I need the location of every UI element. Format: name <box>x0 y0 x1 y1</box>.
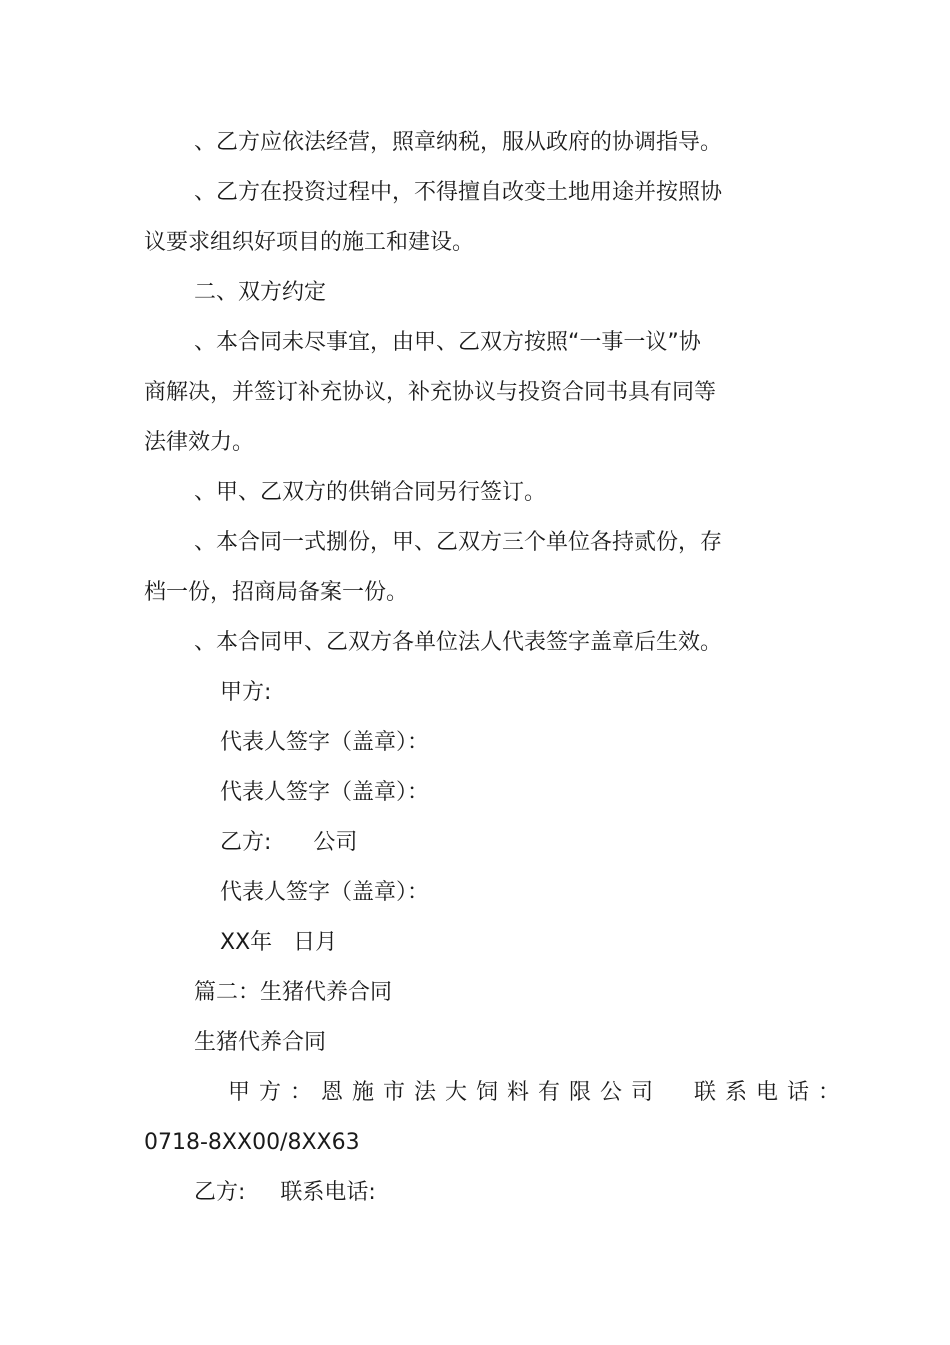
paragraph-line: 、本合同一式捌份，甲、乙双方三个单位各持贰份，存 <box>194 530 723 555</box>
paragraph-line: 、甲、乙双方的供销合同另行签订。 <box>194 480 547 505</box>
paragraph-line: 商解决，并签订补充协议，补充协议与投资合同书具有同等 <box>144 380 717 405</box>
chapter-heading: 篇二：生猪代养合同 <box>194 980 393 1005</box>
party-b-line: 乙方: 联系电话: <box>194 1180 376 1205</box>
date-line: XX年 日月 <box>220 930 338 955</box>
paragraph-line: 法律效力。 <box>144 430 255 455</box>
phone-number: 0718-8XX00/8XX63 <box>144 1130 360 1155</box>
party-a-label: 甲方: <box>220 680 272 705</box>
paragraph-line: 、本合同未尽事宜，由甲、乙双方按照“一事一议”协 <box>194 330 701 355</box>
contract-title: 生猪代养合同 <box>194 1030 327 1055</box>
paragraph-line: 、本合同甲、乙双方各单位法人代表签字盖章后生效。 <box>194 630 723 655</box>
paragraph-line: 、乙方在投资过程中，不得擅自改变土地用途并按照协 <box>194 180 723 205</box>
representative-signature-line: 代表人签字（盖章）： <box>220 880 430 905</box>
paragraph-line: 、乙方应依法经营，照章纳税，服从政府的协调指导。 <box>194 130 723 155</box>
paragraph-line: 议要求组织好项目的施工和建设。 <box>144 230 475 255</box>
section-heading: 二、双方约定 <box>194 280 327 305</box>
party-b-label: 乙方: 公司 <box>220 830 358 855</box>
representative-signature-line: 代表人签字（盖章）： <box>220 780 430 805</box>
paragraph-line: 档一份，招商局备案一份。 <box>144 580 409 605</box>
representative-signature-line: 代表人签字（盖章）： <box>220 730 430 755</box>
party-a-line: 甲方：恩施市法大饲料有限公司 联系电话： <box>228 1080 849 1105</box>
